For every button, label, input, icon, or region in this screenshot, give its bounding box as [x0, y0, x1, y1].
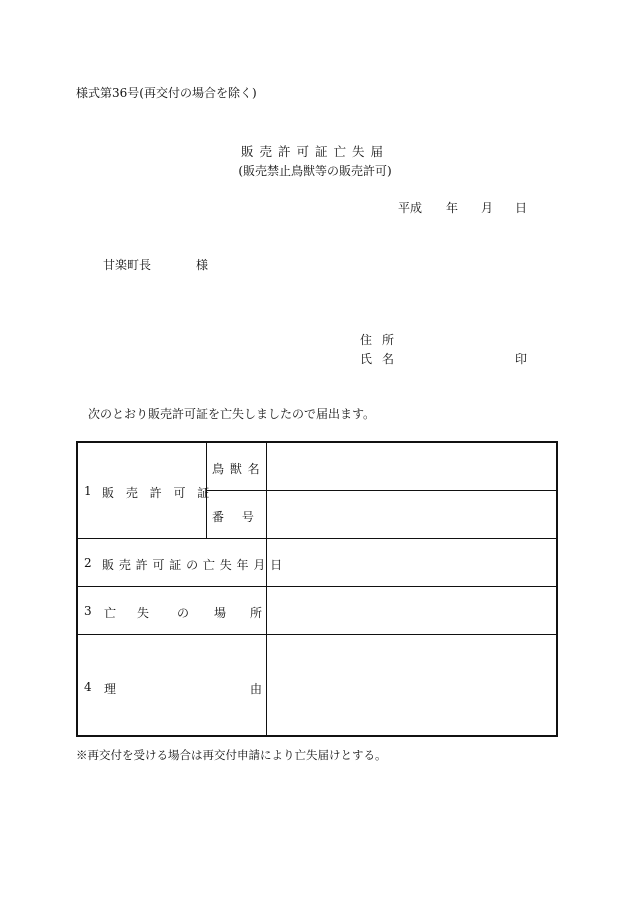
row1-number: 1	[84, 484, 92, 498]
row2-number: 2	[84, 556, 92, 570]
page-subtitle: (販売禁止鳥獣等の販売許可)	[238, 164, 392, 178]
row3-label-2: 失	[137, 606, 150, 620]
seal-mark: 印	[515, 352, 528, 366]
row4-label-2: 由	[250, 682, 263, 696]
row-divider-3	[78, 634, 556, 635]
form-table	[76, 441, 558, 737]
row-divider-1	[78, 538, 556, 539]
page-title: 販売許可証亡失届	[240, 144, 389, 159]
date-year-label: 年	[446, 201, 459, 215]
loss-place-field[interactable]	[272, 593, 550, 629]
permit-number-field[interactable]	[272, 497, 550, 533]
date-day-label: 日	[515, 201, 528, 215]
row3-label-4: 場	[214, 606, 227, 620]
row3-label-5: 所	[250, 606, 263, 620]
row1-sub-animal: 鳥 獣 名	[212, 462, 261, 476]
addressee-name: 甘楽町長	[103, 258, 152, 272]
row3-label-1: 亡	[104, 606, 117, 620]
row1-label: 販 売 許 可 証	[102, 486, 214, 500]
column-divider-main	[266, 443, 267, 735]
address-label: 住所	[360, 333, 405, 347]
row1-sub-number: 番 号	[212, 510, 254, 524]
loss-date-field[interactable]	[272, 545, 550, 581]
row4-number: 4	[84, 680, 92, 694]
row-divider-sub	[206, 490, 556, 491]
date-month-label: 月	[481, 201, 494, 215]
row3-label-3: の	[177, 606, 190, 620]
footnote: ※再交付を受ける場合は再交付申請により亡失届けとする。	[76, 748, 387, 762]
addressee-honorific: 様	[196, 258, 209, 272]
row2-label: 販 売 許 可 証 の 亡 失 年 月 日	[102, 558, 283, 572]
row-divider-2	[78, 586, 556, 587]
row4-label-1: 理	[104, 682, 117, 696]
reason-field[interactable]	[272, 641, 550, 729]
form-number: 様式第36号(再交付の場合を除く)	[76, 86, 257, 100]
name-label: 氏名	[360, 352, 405, 366]
row3-number: 3	[84, 604, 92, 618]
date-era: 平成	[398, 201, 423, 215]
statement-text: 次のとおり販売許可証を亡失しましたので届出ます。	[88, 407, 376, 421]
animal-name-field[interactable]	[272, 449, 550, 485]
